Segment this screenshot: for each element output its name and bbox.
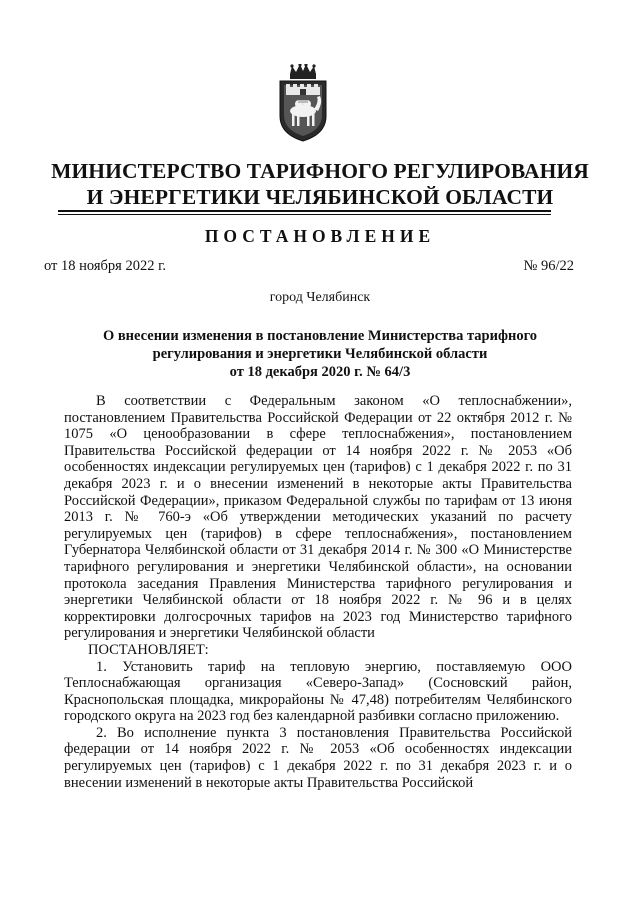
document-type-title: ПОСТАНОВЛЕНИЕ: [204, 226, 436, 246]
ministry-name: [40, 158, 600, 210]
document-body: [64, 393, 572, 791]
subject-line2: регулирования и энергетики Челябинской области: [152, 346, 488, 362]
document-number: № 96/22: [523, 258, 574, 274]
ministry-name-line1: МИНИСТЕРСТВО ТАРИФНОГО РЕГУЛИРОВАНИЯ: [51, 159, 589, 183]
item-1-paragraph: 1. Установить тариф на тепловую энергию, поставляемую ООО Теплоснабжающая организация «Северо-Запад» (Сосновский район, Краснопольская площадка, микрорайоны № 47,48) потребителям Челябинского городского округа на 2023 год без календарной разбивки согласно приложению.: [64, 658, 572, 725]
document-subject: [60, 327, 580, 381]
document-city: город Челябинск: [269, 290, 371, 305]
subject-line3: от 18 декабря 2020 г. № 64/3: [229, 364, 411, 380]
decree-word: ПОСТАНОВЛЯЕТ:: [88, 641, 209, 658]
document-date: от 18 ноября 2022 г.: [44, 258, 167, 274]
header-rule-thin: [58, 214, 551, 215]
chelyabinsk-coat-of-arms-icon: [272, 64, 334, 142]
item-2-paragraph: 2. Во исполнение пункта 3 постановления Правительства Российской федерации от 14 ноября 2022 г. № 2053 «Об особенностях индексации регулируемых цен (тарифов) с 1 декабря 2022 г. по 31 декабря 2023 г. и о внесении изменений в некоторые акты Правительства Российской: [64, 724, 572, 791]
preamble-paragraph: В соответствии с Федеральным законом «О теплоснабжении», постановлением Правительства Российской Федерации от 22 октября 2012 г. № 1075 «О ценообразовании в сфере теплоснабжения», постановлением Правительства Российской федерации от 14 ноября 2022 г. № 2053 «Об особенностях индексации регулируемых цен (тарифов) с 1 декабря 2022 г. по 31 декабря 2023 г. и о внесении изменений в некоторые акты Правительства Российской Федерации», приказом Федеральной службы по тарифам от 13 июня 2013 г. № 760-э «Об утверждении методических указаний по расчету регулируемых цен (тарифов) в сфере теплоснабжения», постановлением Губернатора Челябинской области от 31 декабря 2014 г. № 300 «О Министерстве тарифного регулирования и энергетики Челябинской области», на основании протокола заседания Правления Министерства тарифного регулирования и энергетики Челябинской области от 18 ноября 2022 г. № 96 и в целях корректировки долгосрочных тарифов на 2023 год Министерство тарифного регулирования и энергетики Челябинской области: [64, 393, 572, 642]
header-rule-thick: [58, 210, 551, 212]
ministry-name-line2: И ЭНЕРГЕТИКИ ЧЕЛЯБИНСКОЙ ОБЛАСТИ: [86, 185, 554, 209]
subject-line1: О внесении изменения в постановление Министерства тарифного: [102, 328, 538, 344]
